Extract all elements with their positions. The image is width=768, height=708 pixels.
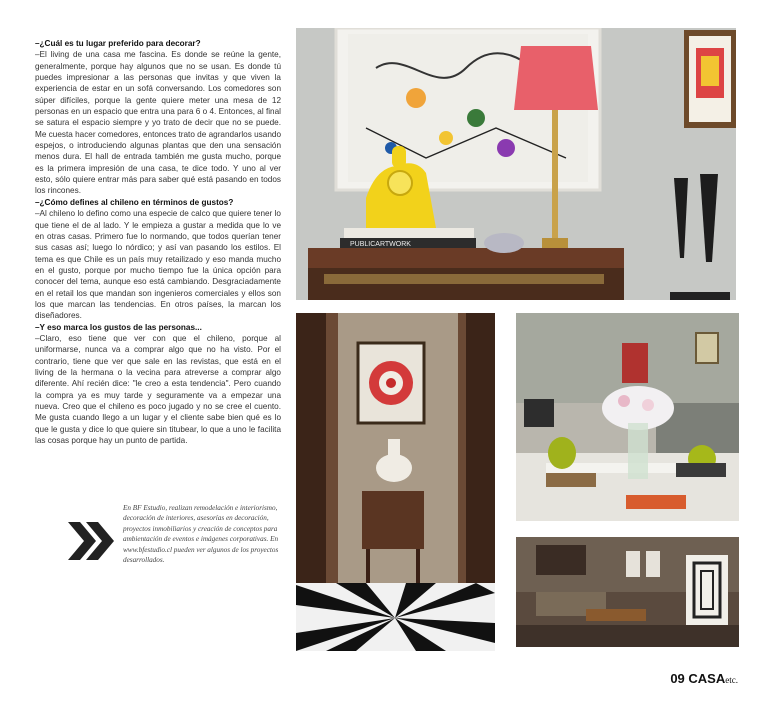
photo-living-room [516,313,739,521]
double-chevron-icon [66,520,118,562]
photo-console-lamp [296,28,736,300]
page-folio [670,671,738,686]
question-1: –¿Cuál es tu lugar preferido para decorar? [35,39,201,48]
photo-dining-room [516,537,739,647]
answer-1: –El living de una casa me fascina. Es donde se reúne la gente, generalmente, porque hay algunos que no se usan. Es donde tú puedes impresionar a las personas que invitas y que viven la experiencia de estar en un sofá conversando. Los comedores son súper difíciles, porque la gente quiere meter una mesa de 12 personas en un espacio que entra una para 6 o 4. Entonces, al final se satura el espacio siempre y yo trato de decir que no se puede. Me cuesta hacer comedores, entonces trato de agrandarlos usando espejos, o introduciendo algunas plantas que den una sensación menos dura. El hall de entrada también me gusta mucho, porque es la primera impresión de una casa, te dice todo. Y uno al ver esto, sólo quiere entrar más para saber qué está pasando en todos los rincones. [35,50,281,196]
answer-2: –Al chileno lo defino como una especie de calco que quiere tener lo que tiene el de al lado. Y le empieza a gustar a medida que lo ve en otras casas. Primero fue lo normando, que todos querían tener sus casas así; luego lo nórdico; y así van pasando los estilos. El tema es que Chile es un país muy retailizado y eso manda mucho en el gusto, porque por mucho tiempo fue la única opción para conocer del tema, aunque eso está cambiando. Desgraciadamente en el retail los que mandan son ingenieros comerciales y ellos son los que marcan las tendencias. En otros países, la marcan los diseñadores. [35,209,281,321]
article-text [35,38,281,446]
magazine-suffix: etc. [725,675,738,685]
page-number: 09 [670,671,685,686]
book-label: PUBLICARTWORK [350,241,411,248]
answer-3: –Claro, eso tiene que ver con que el chileno, porque al uniformarse, nunca va a comprar algo que no ha visto. Por el contrario, tiene que ver que sale en las revistas, que está en el living de la hermana o la vecina para atreverse a comprar algo diferente. Ahí recién dice: "le creo a esta tendencia". Pero cuando la compra ya es muy tarde y seguramente va a empezar una nueva. Creo que el chileno es poco jugado y no se cree el cuento. Me gusta cuando llego a un lugar y el cliente sabe bien qué es lo que le gusta y dice lo que quiere sin titubear, lo que a uno le facilita las cosas porque hay un punto de partida. [35,333,281,446]
studio-caption: En BF Estudio, realizan remodelación e interiorismo, decoración de interiores, asesorías en decoración, proyectos inmobiliarios y creación de conceptos para ambientación de eventos e imágenes corporativas. En www.bfestudio.cl pueden ver algunos de los proyectos desarrollados. [123,504,279,565]
question-3: –Y eso marca los gustos de las personas... [35,322,202,332]
magazine-brand: CASA [688,671,726,686]
question-2: –¿Cómo defines al chileno en términos de gustos? [35,197,234,207]
photo-entrance-hall [296,313,495,651]
